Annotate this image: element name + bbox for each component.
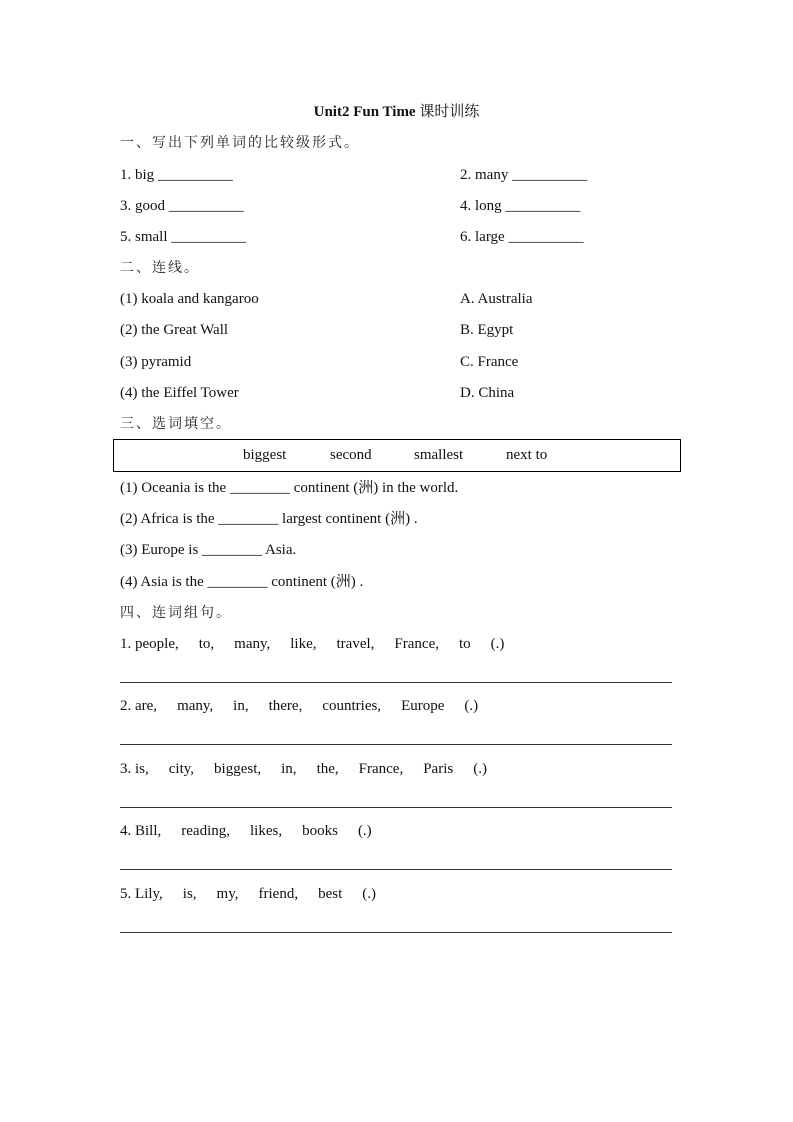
word-bank-word: biggest (243, 447, 287, 463)
word-bank-box (113, 439, 681, 472)
title-en: Unit2 Fun Time (313, 104, 416, 120)
scrambled-word: Europe (401, 698, 445, 714)
scrambled-word: books (302, 823, 338, 839)
section-4-heading: 四、连词组句。 (120, 605, 232, 621)
word-bank-word: second (330, 447, 372, 463)
scrambled-word: (.) (473, 761, 487, 777)
fill-blank-item: (4) Asia is the ________ continent (洲) . (120, 574, 364, 590)
exercise-item: 6. large __________ (460, 229, 584, 245)
answer-line[interactable] (120, 807, 672, 808)
match-right-item: C. France (460, 354, 519, 370)
exercise-item: 4. long __________ (460, 198, 581, 214)
scrambled-word: many, (234, 636, 271, 652)
sentence-item (120, 635, 524, 653)
scrambled-word: the, (316, 761, 339, 777)
match-right-item: A. Australia (460, 291, 533, 307)
sentence-item (120, 885, 396, 903)
exercise-item: 2. many __________ (460, 167, 588, 183)
fill-blank-item: (1) Oceania is the ________ continent (洲) in the world. (120, 480, 459, 496)
scrambled-word: (.) (490, 636, 505, 652)
scrambled-word: France, (394, 636, 439, 652)
scrambled-word: 1. people, (120, 636, 179, 652)
exercise-item: 1. big __________ (120, 167, 233, 183)
scrambled-word: is, (182, 886, 197, 902)
scrambled-word: likes, (250, 823, 283, 839)
scrambled-word: countries, (322, 698, 382, 714)
scrambled-word: in, (281, 761, 297, 777)
answer-line[interactable] (120, 682, 672, 683)
scrambled-word: (.) (357, 823, 372, 839)
section-1-heading: 一、写出下列单词的比较级形式。 (120, 135, 360, 151)
scrambled-word: travel, (336, 636, 375, 652)
scrambled-word: friend, (258, 886, 299, 902)
scrambled-word: city, (168, 761, 195, 777)
section-2-heading: 二、连线。 (120, 260, 200, 276)
scrambled-word: my, (216, 886, 239, 902)
exercise-item: 3. good __________ (120, 198, 244, 214)
scrambled-word: 3. is, (120, 761, 149, 777)
scrambled-word: to (458, 636, 471, 652)
scrambled-word: like, (290, 636, 317, 652)
scrambled-word: (.) (464, 698, 479, 714)
scrambled-word: to, (198, 636, 215, 652)
fill-blank-item: (3) Europe is ________ Asia. (120, 542, 297, 558)
answer-line[interactable] (120, 932, 672, 933)
match-left-item: (2) the Great Wall (120, 322, 229, 338)
exercise-item: 5. small __________ (120, 229, 247, 245)
answer-line[interactable] (120, 869, 672, 870)
scrambled-word: biggest, (214, 761, 262, 777)
scrambled-word: Paris (423, 761, 454, 777)
scrambled-word: France, (358, 761, 404, 777)
scrambled-word: reading, (181, 823, 230, 839)
answer-line[interactable] (120, 744, 672, 745)
scrambled-word: 5. Lily, (120, 886, 163, 902)
title-cn: 课时训练 (419, 104, 480, 120)
page-title (0, 103, 793, 121)
scrambled-word: in, (233, 698, 249, 714)
scrambled-word: many, (177, 698, 214, 714)
section-3-heading: 三、选词填空。 (120, 416, 232, 432)
match-right-item: B. Egypt (460, 322, 514, 338)
scrambled-word: 2. are, (120, 698, 158, 714)
word-bank-word: smallest (414, 447, 464, 463)
scrambled-word: 4. Bill, (120, 823, 162, 839)
sentence-item (120, 822, 392, 840)
match-right-item: D. China (460, 385, 515, 401)
scrambled-word: best (318, 886, 343, 902)
fill-blank-item: (2) Africa is the ________ largest continent (洲) . (120, 511, 418, 527)
scrambled-word: there, (268, 698, 303, 714)
sentence-item (120, 697, 498, 715)
sentence-item (120, 760, 507, 778)
scrambled-word: (.) (362, 886, 376, 902)
match-left-item: (1) koala and kangaroo (120, 291, 259, 307)
match-left-item: (3) pyramid (120, 354, 192, 370)
word-bank-word: next to (506, 447, 548, 463)
match-left-item: (4) the Eiffel Tower (120, 385, 239, 401)
